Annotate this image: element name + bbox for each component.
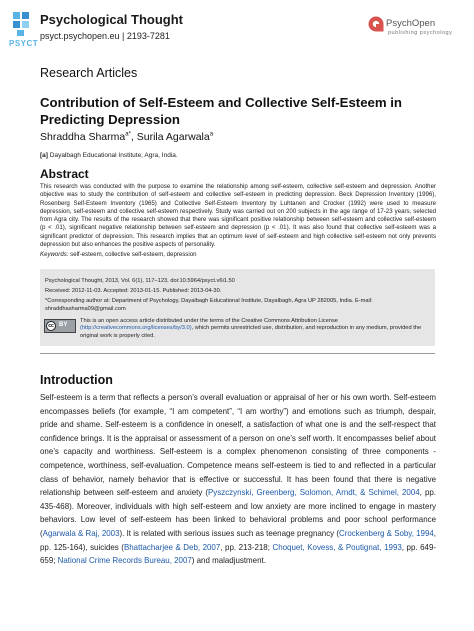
body-text: , pp. 213-218; (220, 542, 273, 552)
cc-label: cc (46, 321, 56, 331)
citation-link[interactable]: Choquet, Kovess, & Poutignat, 1993 (272, 542, 402, 552)
license-link[interactable]: (http://creativecommons.org/licenses/by/3.0) (80, 325, 192, 332)
publisher-logo (368, 16, 468, 50)
cc-by-label: BY (59, 322, 68, 328)
license-text (80, 318, 430, 340)
dates-line: Received: 2012-11-03. Accepted: 2013-01-15. Published: 2013-04-30. (45, 288, 222, 294)
citation-link[interactable]: Bhattacharjee & Deb, 2007 (123, 542, 221, 552)
affiliation (40, 152, 178, 159)
keywords-list: self-esteem, collective self-esteem, depression (68, 251, 197, 258)
body-text: , pp. 649-659; (40, 542, 436, 566)
introduction-paragraph (40, 391, 436, 568)
publisher-tagline: publishing psychology (388, 30, 453, 36)
author-name: Surila Agarwala (136, 131, 210, 143)
psyct-logo-icon (11, 10, 33, 38)
authors (40, 131, 213, 143)
article-title: Contribution of Self-Esteem and Collective Self-Esteem in Predicting Depression (40, 95, 402, 127)
citation-link[interactable]: Crockenberg & Soby, 1994 (339, 528, 434, 538)
publisher-name: PsychOpen (386, 18, 436, 29)
keywords (40, 251, 196, 258)
corresponding-email[interactable]: shraddhasharma09@gmail.com (45, 306, 126, 312)
body-text: ). It is related with serious issues such as teenage pregnancy ( (119, 528, 339, 538)
section-label: Research Articles (40, 66, 138, 80)
keywords-label: Keywords: (40, 251, 69, 258)
citation-link[interactable]: Pyszczynski, Greenberg, Solomon, Arndt, & Schimel, 2004 (208, 488, 420, 498)
abstract-heading: Abstract (40, 167, 89, 181)
citation-link[interactable]: National Crime Records Bureau, 2007 (57, 556, 192, 566)
introduction-heading: Introduction (40, 373, 113, 387)
cc-by-license-icon[interactable] (44, 319, 76, 333)
license-text-part: This is an open access article distributed under the terms of the Creative Commons Attribution License (80, 318, 338, 324)
author-superscript: a (209, 131, 214, 138)
citation-link[interactable]: Agarwala & Raj, 2003 (42, 528, 120, 538)
journal-name: Psychological Thought (40, 12, 184, 27)
affiliation-tag: [a] (40, 152, 48, 159)
author-name: Shraddha Sharma (40, 131, 126, 143)
citation-line: Psychological Thought, 2013, Vol. 6(1), 117–123, doi:10.5964/psyct.v6i1.50 (45, 278, 235, 284)
body-text: Self-esteem is a term that reflects a person’s overall evaluation or appraisal of her or his own worth. Self-esteem encompasses beliefs (for example, “I am competent”, “I am worthy”) and emotions such as triumph, despair, pride and shame. Self-esteem is a confidence in oneself, a satisfaction of what one is and the self-respect that confidence brings. It is the appraisal or assessment of a person on one’s self worth. It encompasses belief about one’s capacity and worthiness. Self-esteem is a complex phenomenon consisting of three components - competence, worthiness, self-evaluation. Competence means self-esteem is tied to and reflected in a particular class of behavior, namely behavior that is effective or successful. It has been found that there is negative relationship between self-esteem and anxiety ( (40, 393, 436, 498)
corresponding-author: *Corresponding author at: Department of Psychology, Dayalbagh Educational Institute, Dayalbagh, Agra UP 282005, India. E-mail: (45, 298, 373, 304)
body-text: ) and maladjustment. (191, 556, 266, 566)
psychopen-mark-icon (368, 16, 384, 32)
author-superscript: a* (125, 131, 131, 138)
abstract-text: This research was conducted with the purpose to examine the relationship among self-esteem, collective self-esteem and depression. Another objective was to study the contribution of self-esteem and collective self-esteem in predicting depression. Beck Depression Inventory (1996), Rosenberg Self-Esteem Inventory (1965) and Collective Self-Esteem Inventory by Luhtanen and Crocker (1992) were used to measure depression, self-esteem and collective self-esteem respectively. Study was carried out on 200 subjects in the age range of 17-23 years, selected from Agra city. The results of the research showed that there was significant positive relationship between self-esteem and collective self-esteem (p < .01), significant negative relationship between self-esteem and depression (p < .01). It was also found that collective self-esteem was a significant predictor of depression. This research implies that an optimum level of self-esteem and high collective self-esteem not only prevents depression but also enhances the positive aspects of personality. (40, 183, 436, 249)
journal-logo-text: PSYCT (9, 39, 39, 48)
affiliation-text: Dayalbagh Educational Institute, Agra, India. (47, 152, 178, 159)
license-text-part: , which permits unrestricted use, distribution, and reproduction in any medium, provided the original work is properly cited. (80, 325, 422, 339)
body-text: , pp. 125-164), suicides ( (40, 528, 436, 552)
body-text: , pp. 435-468). Moreover, individuals with high self-esteem and low anxiety are more inclined to engage in mastery behaviors. Low level of self-esteem has been linked to behavioral problems and poor school performance ( (40, 488, 436, 538)
article-info-box (40, 269, 435, 346)
author-separator: , (130, 131, 137, 143)
section-divider (40, 353, 435, 354)
journal-url[interactable]: psyct.psychopen.eu | 2193-7281 (40, 31, 170, 41)
